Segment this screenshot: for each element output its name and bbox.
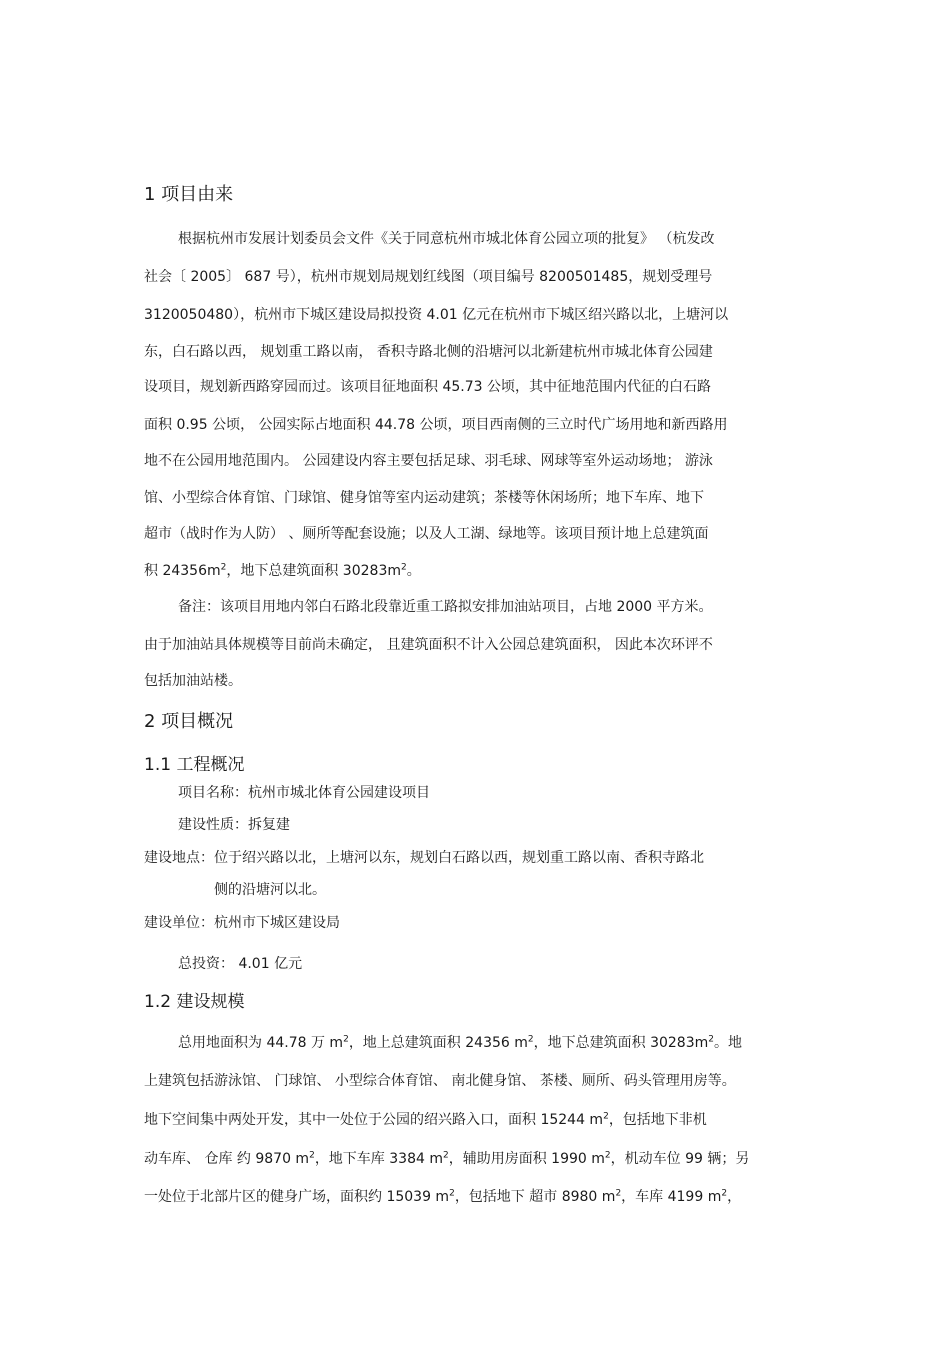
project-unit: 建设单位：杭州市下城区建设局 xyxy=(144,915,340,931)
text-fragment: ，辅助用房面积 1990 m xyxy=(448,1151,605,1167)
text-fragment: ，地上总建筑面积 24356 m xyxy=(348,1035,528,1051)
text-fragment: 地下空间集中两处开发，其中一处位于公园的绍兴路入口，面积 15244 m xyxy=(144,1112,604,1128)
project-location-cont: 侧的沿塘河以北。 xyxy=(214,882,326,898)
project-investment: 总投资： 4.01 亿元 xyxy=(178,956,303,972)
scale-line xyxy=(178,1033,742,1053)
text-fragment: 。地 xyxy=(713,1035,742,1051)
superscript: 2 xyxy=(400,562,407,573)
project-name: 项目名称：杭州市城北体育公园建设项目 xyxy=(178,785,430,801)
note-line: 包括加油站楼。 xyxy=(144,673,242,689)
paragraph-line: 东，白石路以西， 规划重工路以南， 香积寺路北侧的沿塘河以北新建杭州市城北体育公园建 xyxy=(144,344,713,360)
scale-line xyxy=(144,1149,749,1169)
text-fragment: ，车库 4199 m xyxy=(621,1189,722,1205)
text-fragment: ，地下车库 3384 m xyxy=(314,1151,443,1167)
text-fragment: ， xyxy=(727,1189,742,1205)
superscript: 2 xyxy=(343,1034,349,1045)
superscript: 2 xyxy=(604,1150,611,1161)
superscript: 2 xyxy=(442,1150,449,1161)
superscript: 2 xyxy=(309,1150,315,1161)
text-fragment: ，包括地下 超市 8980 m xyxy=(454,1189,616,1205)
text-fragment: ，地下总建筑面积 30283m xyxy=(226,563,401,579)
note-line: 备注：该项目用地内邻白石路北段靠近重工路拟安排加油站项目，占地 2000 平方米。 xyxy=(178,599,713,615)
superscript: 2 xyxy=(449,1188,455,1199)
superscript: 2 xyxy=(721,1188,728,1199)
subsection-1-1-heading: 1.1 工程概况 xyxy=(144,755,245,775)
paragraph-line: 超市（战时作为人防） 、厕所等配套设施；以及人工湖、绿地等。该项目预计地上总建筑面 xyxy=(144,526,709,542)
paragraph-line: 设项目，规划新西路穿园而过。该项目征地面积 45.73 公顷，其中征地范围内代征的白石路 xyxy=(144,379,711,395)
superscript: 2 xyxy=(527,1034,534,1045)
superscript: 2 xyxy=(603,1111,609,1122)
section-2-heading: 2 项目概况 xyxy=(144,711,234,732)
text-fragment: 总用地面积为 44.78 万 m xyxy=(178,1035,344,1051)
scale-line xyxy=(144,1187,741,1207)
note-line: 由于加油站具体规模等目前尚未确定， 且建筑面积不计入公园总建筑面积， 因此本次环评不 xyxy=(144,637,713,653)
scale-line xyxy=(144,1110,707,1130)
paragraph-line: 社会〔 2005〕 687 号），杭州市规划局规划红线图（项目编号 8200501485，规划受理号 xyxy=(144,269,713,285)
area-line xyxy=(144,561,421,581)
text-fragment: 动车库、 仓库 约 9870 m xyxy=(144,1151,310,1167)
paragraph-line: 3120050480），杭州市下城区建设局拟投资 4.01 亿元在杭州市下城区绍兴路以北，上塘河以 xyxy=(144,307,729,323)
scale-line: 上建筑包括游泳馆、 门球馆、 小型综合体育馆、 南北健身馆、 茶楼、厕所、码头管理用房等。 xyxy=(144,1073,736,1089)
paragraph-line: 根据杭州市发展计划委员会文件《关于同意杭州市城北体育公园立项的批复》 （杭发改 xyxy=(178,231,715,247)
superscript: 2 xyxy=(220,562,227,573)
superscript: 2 xyxy=(615,1188,622,1199)
text-fragment: 。 xyxy=(406,563,421,579)
project-location: 建设地点：位于绍兴路以北，上塘河以东，规划白石路以西，规划重工路以南、香积寺路北 xyxy=(144,850,704,866)
text-fragment: ，地下总建筑面积 30283m xyxy=(533,1035,709,1051)
paragraph-line: 地不在公园用地范围内。 公园建设内容主要包括足球、羽毛球、网球等室外运动场地； 游泳 xyxy=(144,453,713,469)
superscript: 2 xyxy=(708,1034,714,1045)
project-nature: 建设性质：拆复建 xyxy=(178,817,290,833)
subsection-1-2-heading: 1.2 建设规模 xyxy=(144,992,245,1012)
text-fragment: 一处位于北部片区的健身广场，面积约 15039 m xyxy=(144,1189,450,1205)
section-1-heading: 1 项目由来 xyxy=(144,184,234,205)
paragraph-line: 馆、小型综合体育馆、门球馆、健身馆等室内运动建筑；茶楼等休闲场所；地下车库、地下 xyxy=(144,490,704,506)
paragraph-line: 面积 0.95 公顷， 公园实际占地面积 44.78 公顷，项目西南侧的三立时代广场用地和新西路用 xyxy=(144,417,728,433)
text-fragment: 积 24356m xyxy=(144,563,221,579)
text-fragment: ，包括地下非机 xyxy=(608,1112,707,1128)
text-fragment: ，机动车位 99 辆；另 xyxy=(610,1151,750,1167)
